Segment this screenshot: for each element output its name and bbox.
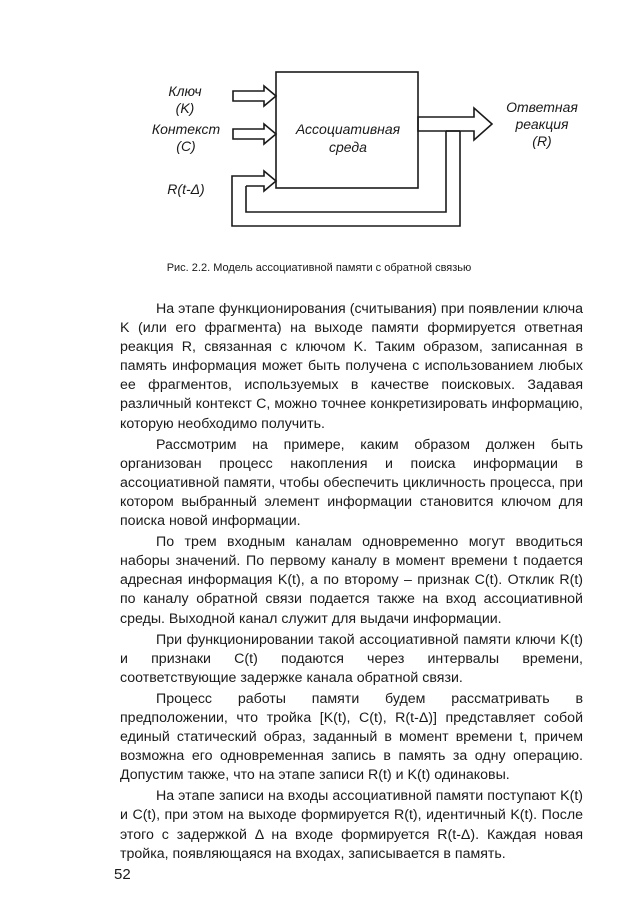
- feedback-label: R(t-Δ): [167, 181, 205, 197]
- block-label-line2: среда: [329, 139, 367, 155]
- context-symbol: (C): [176, 138, 196, 154]
- key-label: Ключ: [168, 83, 202, 99]
- response-output-arrow: [418, 108, 492, 140]
- output-label-line1: Ответная: [506, 99, 578, 115]
- context-input-arrow: [233, 124, 276, 144]
- paragraph: Рассмотрим на примере, каким образом должен быть организован процесс накопления и поиска информации в ассоциативной памяти, чтобы обеспечить цикличность процесса, при котором выбранный элемент информации становится ключом для поиска новой информации.: [120, 436, 583, 530]
- paragraph: Процесс работы памяти будем рассматривать в предположении, что тройка [K(t), C(t), R(t-Δ)] представляет собой единый статический образ, заданный в момент времени t, причем возможна его одновременная запись в память за одну операцию. Допустим также, что на этапе записи R(t) и K(t) одинаковы.: [120, 690, 583, 784]
- paragraph: По трем входным каналам одновременно могут вводиться наборы значений. По первому каналу в момент времени t подается адресная информация K(t), а по второму – признак C(t). Отклик R(t) по каналу обратной связи подается также на вход ассоциативной среды. Выходной канал служит для выдачи информации.: [120, 534, 583, 627]
- body-text: [120, 300, 583, 866]
- paragraph: На этапе записи на входы ассоциативной памяти поступают K(t) и C(t), при этом на выходе формируется R(t), идентичный K(t). После этого с задержкой Δ на входе формируется R(t-Δ). Каждая новая тройка, появляющаяся на входах, записывается в память.: [120, 788, 583, 862]
- paragraph: При функционировании такой ассоциативной памяти ключи K(t) и признаки C(t) подаются через интервалы времени, соответствующие задержке канала обратной связи.: [120, 631, 583, 686]
- figure-caption: Рис. 2.2. Модель ассоциативной памяти с обратной связью: [166, 262, 472, 274]
- output-label-line2: реакция: [515, 116, 569, 132]
- key-input-arrow: [233, 86, 276, 106]
- context-label: Контекст: [151, 121, 221, 137]
- block-label-line1: Ассоциативная: [295, 121, 401, 137]
- output-symbol: (R): [532, 133, 552, 149]
- page-number: 52: [114, 866, 131, 883]
- paragraph: На этапе функционирования (считывания) при появлении ключа K (или его фрагмента) на выходе памяти формируется ответная реакция R, связанная с ключом K. Таким образом, записанная в память информация может быть получена с использованием любых ее фрагментов, используемых в качестве поисковых. Задавая различный контекст C, можно точнее конкретизировать информацию, которую необходимо получить.: [120, 301, 583, 432]
- associative-memory-diagram: [0, 0, 638, 260]
- key-symbol: (K): [175, 100, 195, 116]
